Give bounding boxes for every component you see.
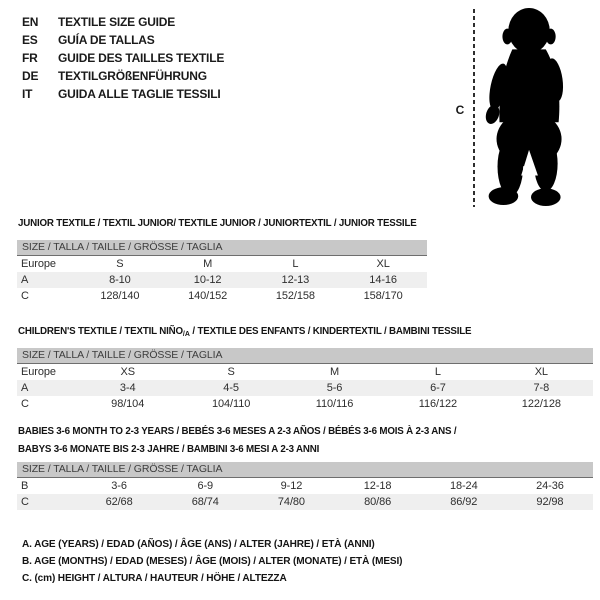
footnote: C. (cm) HEIGHT / ALTURA / HAUTEUR / HÖHE / ALTEZZA bbox=[22, 572, 287, 584]
table-rows bbox=[17, 364, 593, 412]
size-cell: 24-36 bbox=[536, 480, 564, 492]
size-cell: 7-8 bbox=[533, 382, 550, 394]
row-label: C bbox=[21, 496, 29, 508]
size-cell: 12-13 bbox=[281, 274, 310, 286]
size-cell: 158/170 bbox=[363, 290, 403, 302]
language-label: GUIDA ALLE TAGLIE TESSILI bbox=[58, 87, 221, 101]
language-row bbox=[22, 49, 224, 67]
language-label: TEXTILGRÖßENFÜHRUNG bbox=[58, 69, 207, 83]
size-cell: 14-16 bbox=[369, 274, 397, 286]
size-cell: S bbox=[116, 258, 124, 270]
junior-table-title: JUNIOR TEXTILE / TEXTIL JUNIOR/ TEXTILE JUNIOR / JUNIORTEXTIL / JUNIOR TESSILE bbox=[18, 217, 417, 229]
children-size-table bbox=[17, 348, 593, 412]
language-code: IT bbox=[22, 87, 33, 101]
babies-title-line1: BABIES 3-6 MONTH TO 2-3 YEARS / BEBÉS 3-6 MESES A 2-3 AÑOS / BÉBÉS 3-6 MOIS À 2-3 ANS / bbox=[18, 425, 457, 437]
size-cell: XL bbox=[534, 366, 548, 378]
size-cell: L bbox=[292, 258, 299, 270]
footnote: B. AGE (MONTHS) / EDAD (MESES) / ÂGE (MOIS) / ALTER (MONATE) / ETÀ (MESI) bbox=[22, 555, 403, 567]
height-measure-line bbox=[473, 9, 475, 207]
language-code: ES bbox=[22, 33, 38, 47]
language-row bbox=[22, 67, 224, 85]
size-cell: 3-4 bbox=[119, 382, 136, 394]
size-cell: XS bbox=[120, 366, 135, 378]
table-row bbox=[17, 256, 427, 272]
table-row bbox=[17, 380, 593, 396]
footnote: A. AGE (YEARS) / EDAD (AÑOS) / ÂGE (ANS) / ALTER (JAHRE) / ETÀ (ANNI) bbox=[22, 538, 375, 550]
size-cell: 62/68 bbox=[105, 496, 133, 508]
size-cell: M bbox=[329, 366, 340, 378]
table-row bbox=[17, 494, 593, 510]
language-row bbox=[22, 85, 224, 103]
size-cell: 9-12 bbox=[280, 480, 303, 492]
row-label: A bbox=[21, 382, 29, 394]
size-cell: 110/116 bbox=[315, 398, 354, 410]
size-cell: 68/74 bbox=[191, 496, 219, 508]
size-cell: 74/80 bbox=[277, 496, 305, 508]
row-label: C bbox=[21, 290, 29, 302]
size-header-bar: SIZE / TALLA / TAILLE / GRÖSSE / TAGLIA bbox=[17, 240, 427, 256]
table-row bbox=[17, 288, 427, 304]
language-list bbox=[22, 13, 224, 103]
language-label: TEXTILE SIZE GUIDE bbox=[58, 15, 176, 29]
size-header-bar: SIZE / TALLA / TAILLE / GRÖSSE / TAGLIA bbox=[17, 348, 593, 364]
table-row bbox=[17, 396, 593, 412]
size-cell: 92/98 bbox=[536, 496, 564, 508]
size-cell: 80/86 bbox=[364, 496, 392, 508]
table-row bbox=[17, 272, 427, 288]
size-cell: 122/128 bbox=[521, 398, 561, 410]
language-row bbox=[22, 13, 224, 31]
row-label: Europe bbox=[21, 366, 56, 378]
size-cell: 12-18 bbox=[363, 480, 392, 492]
size-cell: 6-7 bbox=[430, 382, 446, 394]
size-cell: 18-24 bbox=[449, 480, 478, 492]
children-table-title bbox=[18, 325, 471, 340]
junior-size-table bbox=[17, 240, 427, 304]
size-cell: 140/152 bbox=[188, 290, 228, 302]
table-rows bbox=[17, 256, 427, 304]
size-cell: L bbox=[434, 366, 441, 378]
language-code: EN bbox=[22, 15, 39, 29]
size-cell: M bbox=[203, 258, 213, 270]
size-cell: 128/140 bbox=[100, 290, 140, 302]
size-cell: 4-5 bbox=[223, 382, 239, 394]
footnotes bbox=[22, 536, 418, 587]
child-silhouette-image bbox=[482, 6, 582, 208]
table-rows bbox=[17, 478, 593, 510]
size-cell: 152/158 bbox=[275, 290, 315, 302]
language-row bbox=[22, 31, 224, 49]
children-title-sub: /A bbox=[182, 329, 190, 338]
language-label: GUIDE DES TAILLES TEXTILE bbox=[58, 51, 225, 65]
height-label: C bbox=[455, 103, 465, 117]
language-label: GUÍA DE TALLAS bbox=[58, 33, 155, 47]
size-cell: 10-12 bbox=[193, 274, 222, 286]
size-cell: 6-9 bbox=[197, 480, 214, 492]
size-header-bar: SIZE / TALLA / TAILLE / GRÖSSE / TAGLIA bbox=[17, 462, 593, 478]
size-cell: 98/104 bbox=[111, 398, 145, 410]
language-code: DE bbox=[22, 69, 39, 83]
size-cell: 116/122 bbox=[418, 398, 458, 410]
size-cell: S bbox=[227, 366, 235, 378]
row-label: C bbox=[21, 398, 29, 410]
babies-size-table bbox=[17, 462, 593, 510]
babies-table-title bbox=[18, 422, 456, 458]
row-label: B bbox=[21, 480, 29, 492]
row-label: A bbox=[21, 274, 29, 286]
size-cell: 86/92 bbox=[450, 496, 478, 508]
size-cell: XL bbox=[376, 258, 390, 270]
size-cell: 3-6 bbox=[111, 480, 127, 492]
table-row bbox=[17, 364, 593, 380]
children-title-pre: CHILDREN'S TEXTILE / TEXTIL NIÑO bbox=[18, 325, 183, 337]
row-label: Europe bbox=[21, 258, 56, 270]
size-cell: 104/110 bbox=[211, 398, 251, 410]
babies-title-line2: BABYS 3-6 MONATE BIS 2-3 JAHRE / BAMBINI 3-6 MESI A 2-3 ANNI bbox=[18, 443, 320, 455]
size-cell: 8-10 bbox=[109, 274, 131, 286]
children-title-post: / TEXTILE DES ENFANTS / KINDERTEXTIL / BAMBINI TESSILE bbox=[189, 325, 472, 337]
size-cell: 5-6 bbox=[326, 382, 343, 394]
language-code: FR bbox=[22, 51, 38, 65]
table-row bbox=[17, 478, 593, 494]
